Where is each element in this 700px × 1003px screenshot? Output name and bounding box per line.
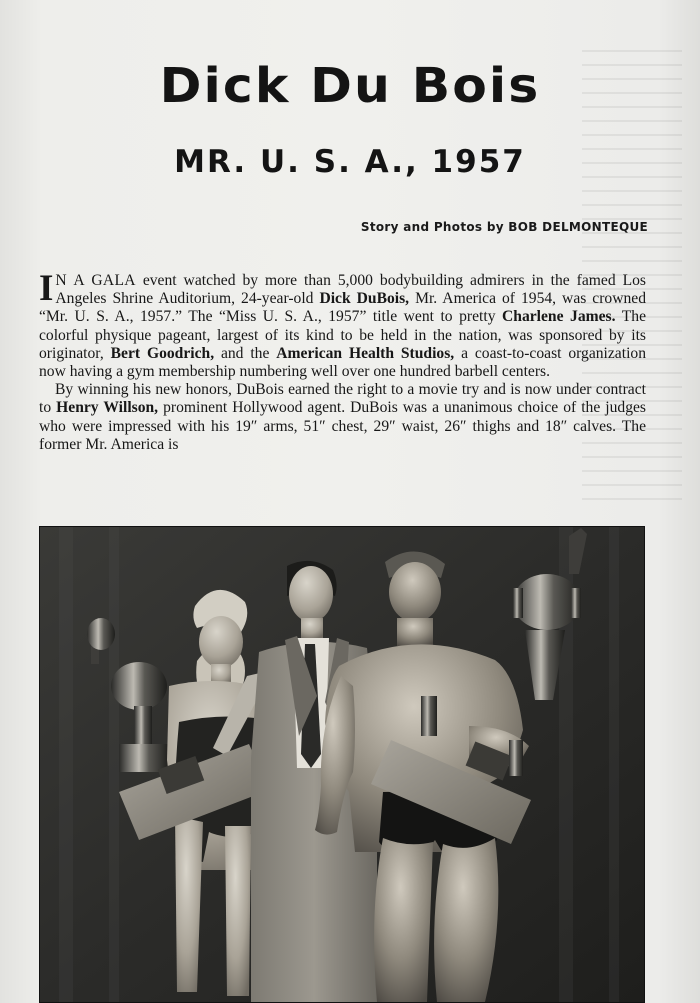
name-charlene-james: Charlene James. [502, 308, 616, 326]
name-henry-willson: Henry Willson, [56, 399, 159, 417]
paragraph-2 [39, 381, 646, 454]
p1-text-1: event watched by more than 5,000 bodybuilding admirers in the famed Los Angeles Shrine Auditorium, 24-year-old [55, 272, 647, 308]
paragraph-1 [39, 268, 647, 381]
drop-cap: I [39, 268, 54, 309]
name-bert-goodrich: Bert Goodrich, [110, 344, 215, 362]
p1-text-5: a coast-to-coast organization now having a gym membership numbering well over one hundred barbell centers. [39, 344, 646, 381]
p2-text-2: prominent Hollywood agent. DuBois was a unanimous choice of the judges who were impressed with his 19″ arms, 51″ chest, 29″ waist, 26″ thighs and 18″ calves. The former Mr. America is [39, 399, 646, 453]
p1-text-3: The colorful physique pageant, largest of its kind to be held in the nation, was sponsored by its originator, [39, 308, 646, 362]
article-body [39, 268, 647, 454]
p1-text-4: and the [214, 344, 277, 362]
name-american-health-studios: American Health Studios, [276, 344, 455, 362]
name-dick-dubois: Dick DuBois, [319, 290, 410, 308]
article-subtitle: MR. U. S. A., 1957 [174, 144, 526, 180]
p1-text-2: Mr. America of 1954, was crowned “Mr. U. S. A., 1957.” The “Miss U. S. A., 1957” title went to pretty [39, 290, 646, 326]
award-photo [39, 526, 645, 1003]
lead-in: N A GALA [55, 272, 136, 289]
article-byline: Story and Photos by BOB DELMONTEQUE [360, 220, 648, 234]
article-title: Dick Du Bois [159, 58, 541, 114]
photo-illustration [39, 526, 645, 1003]
p2-text-1: By winning his new honors, DuBois earned the right to a movie try and is now under contract to [39, 381, 646, 417]
